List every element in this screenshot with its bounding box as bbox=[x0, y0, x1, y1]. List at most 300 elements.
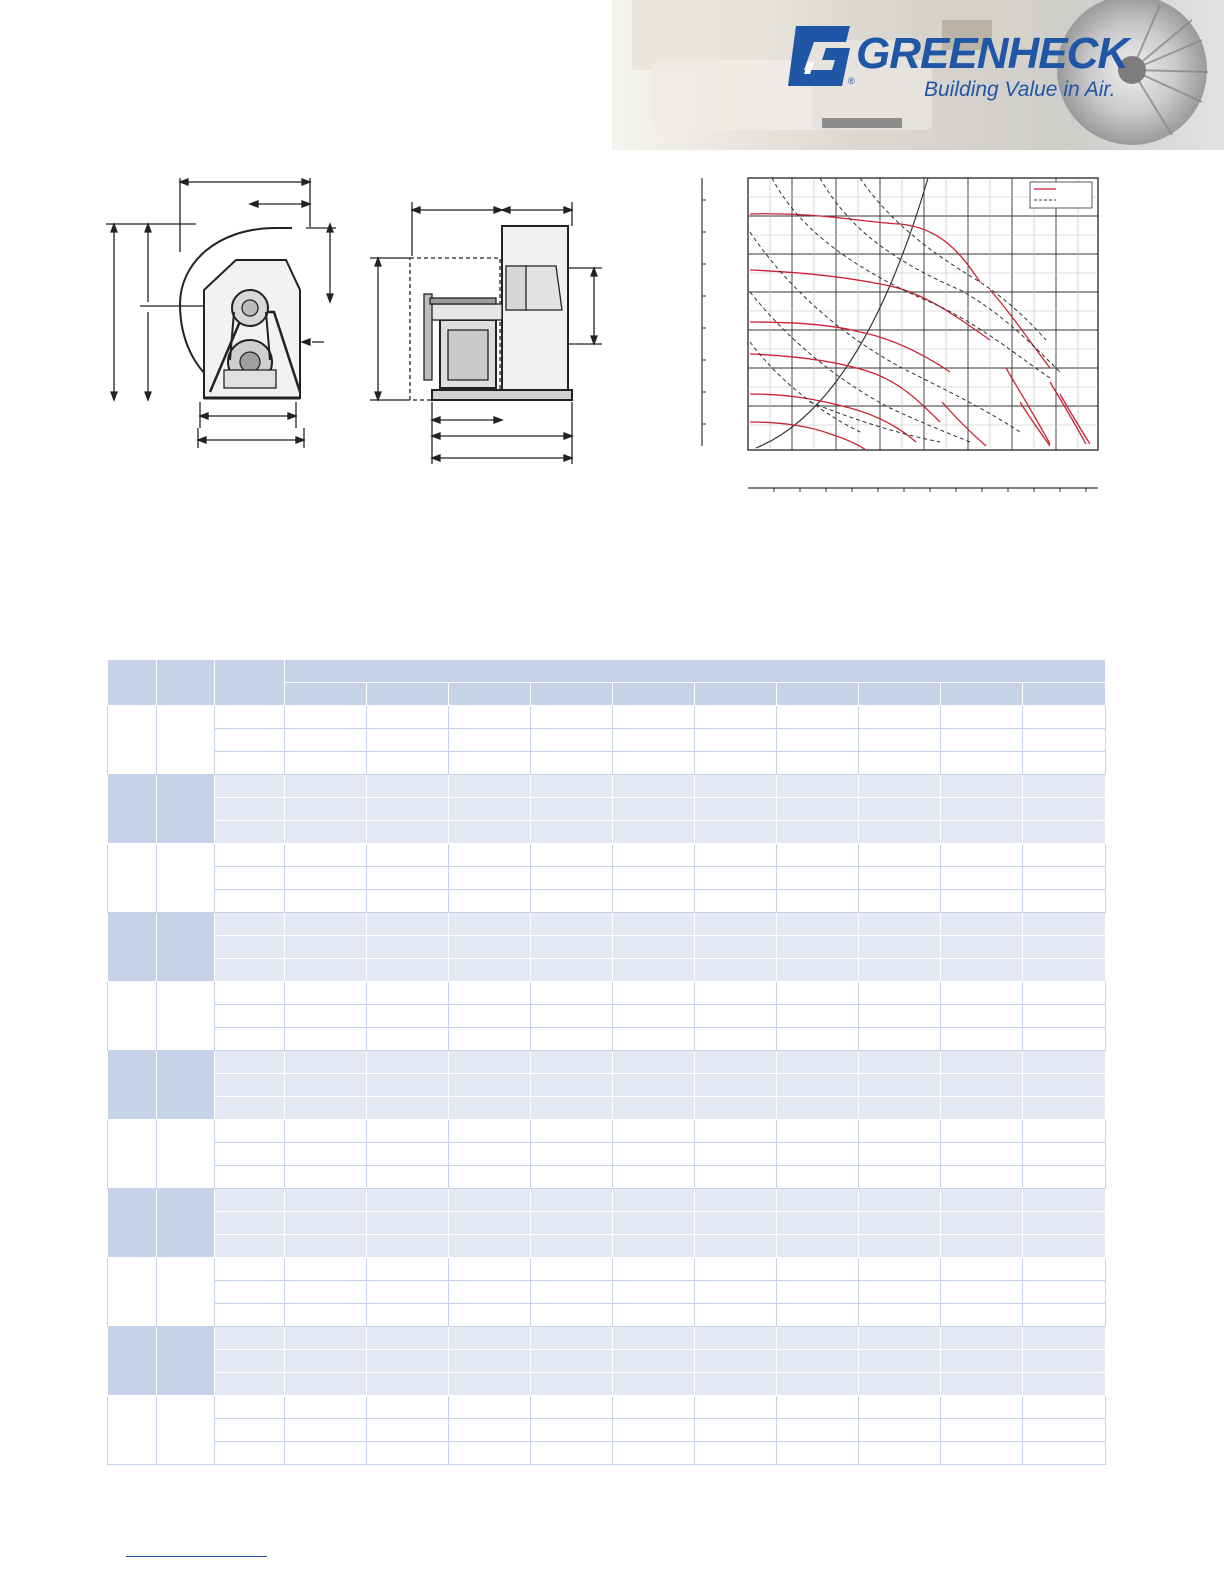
column-header bbox=[157, 660, 215, 706]
table-cell bbox=[1023, 798, 1106, 821]
table-cell bbox=[859, 890, 941, 913]
table-cell bbox=[941, 1419, 1023, 1442]
table-cell bbox=[449, 913, 531, 936]
table-cell bbox=[449, 1028, 531, 1051]
table-row bbox=[108, 913, 1106, 936]
column-header bbox=[285, 683, 367, 706]
table-cell bbox=[215, 1258, 285, 1281]
table-cell bbox=[613, 1327, 695, 1350]
table-cell bbox=[285, 1235, 367, 1258]
table-cell bbox=[367, 1304, 449, 1327]
table-cell bbox=[941, 1258, 1023, 1281]
table-cell bbox=[777, 752, 859, 775]
table-cell bbox=[367, 913, 449, 936]
table-cell bbox=[613, 729, 695, 752]
table-cell bbox=[531, 1097, 613, 1120]
table-cell bbox=[449, 798, 531, 821]
group-label-cell bbox=[157, 982, 215, 1051]
table-cell bbox=[531, 1373, 613, 1396]
table-cell bbox=[859, 1120, 941, 1143]
table-cell bbox=[777, 1120, 859, 1143]
table-cell bbox=[613, 1373, 695, 1396]
table-cell bbox=[695, 1143, 777, 1166]
table-cell bbox=[367, 729, 449, 752]
table-cell bbox=[531, 1327, 613, 1350]
table-cell bbox=[285, 1143, 367, 1166]
table-cell bbox=[1023, 1350, 1106, 1373]
table-cell bbox=[449, 1074, 531, 1097]
table-cell bbox=[367, 1212, 449, 1235]
table-cell bbox=[531, 1005, 613, 1028]
table-cell bbox=[367, 1373, 449, 1396]
table-cell bbox=[1023, 1120, 1106, 1143]
table-row bbox=[108, 1235, 1106, 1258]
table-row bbox=[108, 1028, 1106, 1051]
table-cell bbox=[941, 982, 1023, 1005]
table-cell bbox=[285, 752, 367, 775]
table-cell bbox=[285, 821, 367, 844]
table-row bbox=[108, 729, 1106, 752]
table-row bbox=[108, 844, 1106, 867]
table-cell bbox=[859, 1281, 941, 1304]
table-cell bbox=[531, 844, 613, 867]
column-header bbox=[777, 683, 859, 706]
table-cell bbox=[367, 1327, 449, 1350]
table-cell bbox=[859, 1442, 941, 1465]
table-cell bbox=[285, 867, 367, 890]
table-cell bbox=[777, 959, 859, 982]
table-cell bbox=[777, 982, 859, 1005]
table-cell bbox=[1023, 1051, 1106, 1074]
table-cell bbox=[613, 982, 695, 1005]
table-cell bbox=[695, 1281, 777, 1304]
table-cell bbox=[215, 1166, 285, 1189]
table-cell bbox=[531, 1281, 613, 1304]
column-header bbox=[859, 683, 941, 706]
table-cell bbox=[531, 1120, 613, 1143]
table-cell bbox=[941, 1028, 1023, 1051]
table-cell bbox=[777, 844, 859, 867]
table-cell bbox=[449, 729, 531, 752]
brand-name: GREENHECK bbox=[856, 29, 1129, 78]
table-cell bbox=[367, 1005, 449, 1028]
table-row bbox=[108, 1327, 1106, 1350]
group-label-cell bbox=[108, 1189, 157, 1258]
group-label-cell bbox=[157, 1051, 215, 1120]
fan-side-view-drawing bbox=[366, 196, 606, 466]
table-cell bbox=[613, 1419, 695, 1442]
table-cell bbox=[215, 1189, 285, 1212]
table-cell bbox=[613, 706, 695, 729]
table-row bbox=[108, 1373, 1106, 1396]
table-cell bbox=[613, 1097, 695, 1120]
table-body bbox=[108, 706, 1106, 1465]
table-cell bbox=[777, 867, 859, 890]
table-cell bbox=[215, 1304, 285, 1327]
table-cell bbox=[941, 890, 1023, 913]
table-row bbox=[108, 1166, 1106, 1189]
table-cell bbox=[695, 1051, 777, 1074]
table-cell bbox=[695, 729, 777, 752]
table-cell bbox=[367, 1350, 449, 1373]
table-cell bbox=[531, 1189, 613, 1212]
table-cell bbox=[613, 1396, 695, 1419]
table-cell bbox=[777, 729, 859, 752]
table-cell bbox=[859, 1327, 941, 1350]
table-cell bbox=[695, 1327, 777, 1350]
table-cell bbox=[695, 752, 777, 775]
table-cell bbox=[531, 1442, 613, 1465]
table-cell bbox=[859, 1166, 941, 1189]
table-cell bbox=[285, 936, 367, 959]
table-cell bbox=[613, 1189, 695, 1212]
table-cell bbox=[613, 844, 695, 867]
table-cell bbox=[285, 1097, 367, 1120]
table-cell bbox=[859, 982, 941, 1005]
table-cell bbox=[215, 913, 285, 936]
table-cell bbox=[449, 1051, 531, 1074]
table-cell bbox=[367, 1028, 449, 1051]
table-cell bbox=[215, 844, 285, 867]
table-cell bbox=[367, 1120, 449, 1143]
table-cell bbox=[1023, 706, 1106, 729]
table-cell bbox=[1023, 1327, 1106, 1350]
table-cell bbox=[695, 890, 777, 913]
group-label-cell bbox=[108, 775, 157, 844]
table-cell bbox=[285, 982, 367, 1005]
table-cell bbox=[695, 1097, 777, 1120]
table-cell bbox=[367, 752, 449, 775]
table-cell bbox=[613, 1442, 695, 1465]
table-cell bbox=[215, 1419, 285, 1442]
table-cell bbox=[695, 798, 777, 821]
table-cell bbox=[695, 1028, 777, 1051]
table-cell bbox=[367, 1396, 449, 1419]
table-cell bbox=[285, 913, 367, 936]
table-cell bbox=[449, 1258, 531, 1281]
table-cell bbox=[777, 798, 859, 821]
table-cell bbox=[777, 1074, 859, 1097]
table-cell bbox=[695, 1005, 777, 1028]
table-cell bbox=[367, 1442, 449, 1465]
table-cell bbox=[613, 1258, 695, 1281]
brand-tagline: Building Value in Air. bbox=[924, 78, 1116, 101]
table-cell bbox=[695, 1258, 777, 1281]
table-cell bbox=[531, 1304, 613, 1327]
table-cell bbox=[285, 1258, 367, 1281]
group-label-cell bbox=[108, 1396, 157, 1465]
table-row bbox=[108, 1396, 1106, 1419]
table-cell bbox=[1023, 1281, 1106, 1304]
table-cell bbox=[695, 1442, 777, 1465]
column-header bbox=[941, 683, 1023, 706]
table-cell bbox=[285, 729, 367, 752]
table-cell bbox=[285, 1074, 367, 1097]
table-row bbox=[108, 752, 1106, 775]
table-cell bbox=[531, 752, 613, 775]
table-cell bbox=[941, 821, 1023, 844]
table-cell bbox=[449, 1304, 531, 1327]
table-cell bbox=[449, 1373, 531, 1396]
table-cell bbox=[1023, 913, 1106, 936]
table-cell bbox=[1023, 844, 1106, 867]
table-cell bbox=[1023, 1258, 1106, 1281]
table-cell bbox=[695, 1419, 777, 1442]
table-cell bbox=[777, 1189, 859, 1212]
table-cell bbox=[449, 1281, 531, 1304]
table-cell bbox=[859, 959, 941, 982]
table-cell bbox=[941, 1097, 1023, 1120]
table-cell bbox=[941, 706, 1023, 729]
table-cell bbox=[777, 706, 859, 729]
table-cell bbox=[285, 706, 367, 729]
table-cell bbox=[859, 1373, 941, 1396]
table-cell bbox=[215, 1327, 285, 1350]
table-cell bbox=[1023, 1166, 1106, 1189]
table-cell bbox=[449, 1143, 531, 1166]
table-cell bbox=[777, 913, 859, 936]
table-row bbox=[108, 706, 1106, 729]
table-cell bbox=[449, 890, 531, 913]
performance-spec-table bbox=[107, 659, 1106, 1465]
table-cell bbox=[859, 1051, 941, 1074]
table-cell bbox=[859, 1097, 941, 1120]
table-cell bbox=[1023, 1419, 1106, 1442]
group-label-cell bbox=[108, 982, 157, 1051]
table-cell bbox=[285, 1396, 367, 1419]
group-label-cell bbox=[108, 844, 157, 913]
table-cell bbox=[777, 1327, 859, 1350]
table-row bbox=[108, 821, 1106, 844]
table-cell bbox=[613, 798, 695, 821]
table-cell bbox=[613, 1005, 695, 1028]
table-row bbox=[108, 936, 1106, 959]
table-cell bbox=[695, 844, 777, 867]
table-cell bbox=[367, 1235, 449, 1258]
table-row bbox=[108, 1074, 1106, 1097]
table-cell bbox=[367, 775, 449, 798]
table-cell bbox=[941, 913, 1023, 936]
table-cell bbox=[367, 1258, 449, 1281]
table-cell bbox=[695, 936, 777, 959]
table-cell bbox=[777, 1166, 859, 1189]
table-row bbox=[108, 798, 1106, 821]
table-cell bbox=[695, 1350, 777, 1373]
table-row bbox=[108, 1005, 1106, 1028]
table-cell bbox=[859, 1396, 941, 1419]
column-header bbox=[613, 683, 695, 706]
table-row bbox=[108, 1189, 1106, 1212]
table-row bbox=[108, 775, 1106, 798]
table-cell bbox=[367, 1074, 449, 1097]
table-cell bbox=[941, 867, 1023, 890]
table-cell bbox=[941, 752, 1023, 775]
table-cell bbox=[613, 1120, 695, 1143]
table-cell bbox=[777, 1212, 859, 1235]
table-cell bbox=[1023, 890, 1106, 913]
table-cell bbox=[859, 1074, 941, 1097]
fan-performance-chart bbox=[690, 172, 1110, 502]
table-cell bbox=[285, 1350, 367, 1373]
table-cell bbox=[215, 1442, 285, 1465]
table-cell bbox=[531, 775, 613, 798]
table-cell bbox=[215, 1120, 285, 1143]
registered-mark: ® bbox=[848, 76, 855, 86]
table-cell bbox=[367, 867, 449, 890]
table-cell bbox=[1023, 1212, 1106, 1235]
table-cell bbox=[285, 1442, 367, 1465]
table-cell bbox=[531, 729, 613, 752]
table-cell bbox=[695, 821, 777, 844]
table-cell bbox=[367, 1097, 449, 1120]
table-cell bbox=[777, 890, 859, 913]
greenheck-logo bbox=[788, 24, 1129, 104]
table-cell bbox=[613, 1235, 695, 1258]
table-cell bbox=[367, 706, 449, 729]
greenheck-logo-icon bbox=[788, 26, 850, 86]
table-cell bbox=[695, 706, 777, 729]
table-cell bbox=[613, 752, 695, 775]
table-cell bbox=[1023, 1097, 1106, 1120]
table-cell bbox=[859, 913, 941, 936]
table-cell bbox=[777, 1281, 859, 1304]
table-cell bbox=[941, 775, 1023, 798]
group-label-cell bbox=[157, 1258, 215, 1327]
table-cell bbox=[695, 1189, 777, 1212]
table-cell bbox=[777, 1304, 859, 1327]
table-cell bbox=[531, 821, 613, 844]
table-cell bbox=[449, 1350, 531, 1373]
table-cell bbox=[695, 1373, 777, 1396]
table-cell bbox=[695, 867, 777, 890]
table-row bbox=[108, 1143, 1106, 1166]
column-group-header bbox=[285, 660, 1106, 683]
table-row bbox=[108, 1120, 1106, 1143]
table-cell bbox=[859, 798, 941, 821]
table-cell bbox=[859, 729, 941, 752]
table-cell bbox=[215, 1005, 285, 1028]
table-cell bbox=[285, 1419, 367, 1442]
table-cell bbox=[613, 1166, 695, 1189]
table-cell bbox=[859, 706, 941, 729]
table-row bbox=[108, 867, 1106, 890]
table-cell bbox=[215, 1212, 285, 1235]
table-cell bbox=[941, 1373, 1023, 1396]
table-cell bbox=[285, 844, 367, 867]
table-cell bbox=[367, 890, 449, 913]
table-cell bbox=[285, 1166, 367, 1189]
group-label-cell bbox=[108, 1258, 157, 1327]
table-cell bbox=[449, 1235, 531, 1258]
table-cell bbox=[215, 1281, 285, 1304]
table-cell bbox=[859, 821, 941, 844]
table-row bbox=[108, 1350, 1106, 1373]
group-label-cell bbox=[157, 913, 215, 982]
table-cell bbox=[449, 959, 531, 982]
table-cell bbox=[449, 752, 531, 775]
table-cell bbox=[367, 798, 449, 821]
table-cell bbox=[449, 844, 531, 867]
group-label-cell bbox=[157, 775, 215, 844]
table-cell bbox=[215, 890, 285, 913]
table-cell bbox=[449, 706, 531, 729]
table-cell bbox=[1023, 1373, 1106, 1396]
table-cell bbox=[941, 1235, 1023, 1258]
table-cell bbox=[613, 1051, 695, 1074]
table-cell bbox=[285, 1327, 367, 1350]
table-cell bbox=[215, 1028, 285, 1051]
column-header bbox=[367, 683, 449, 706]
group-label-cell bbox=[157, 1327, 215, 1396]
table-cell bbox=[367, 1143, 449, 1166]
table-cell bbox=[1023, 1396, 1106, 1419]
table-cell bbox=[695, 1212, 777, 1235]
table-cell bbox=[449, 1189, 531, 1212]
table-cell bbox=[941, 936, 1023, 959]
table-header-row bbox=[108, 660, 1106, 683]
table-cell bbox=[531, 798, 613, 821]
table-cell bbox=[1023, 1304, 1106, 1327]
table-cell bbox=[531, 1143, 613, 1166]
table-cell bbox=[449, 775, 531, 798]
table-cell bbox=[531, 1350, 613, 1373]
table-cell bbox=[695, 1074, 777, 1097]
table-cell bbox=[285, 775, 367, 798]
table-cell bbox=[215, 798, 285, 821]
table-cell bbox=[1023, 959, 1106, 982]
table-cell bbox=[941, 1442, 1023, 1465]
table-cell bbox=[449, 1327, 531, 1350]
table-cell bbox=[777, 936, 859, 959]
table-cell bbox=[777, 1097, 859, 1120]
table-cell bbox=[531, 1166, 613, 1189]
table-cell bbox=[215, 706, 285, 729]
table-cell bbox=[777, 1051, 859, 1074]
group-label-cell bbox=[108, 1327, 157, 1396]
table-cell bbox=[613, 1028, 695, 1051]
table-cell bbox=[777, 1396, 859, 1419]
table-cell bbox=[859, 1235, 941, 1258]
table-cell bbox=[1023, 821, 1106, 844]
table-cell bbox=[215, 1143, 285, 1166]
table-cell bbox=[449, 1120, 531, 1143]
table-cell bbox=[859, 936, 941, 959]
table-row bbox=[108, 890, 1106, 913]
table-cell bbox=[859, 1258, 941, 1281]
table-cell bbox=[859, 867, 941, 890]
table-cell bbox=[531, 1074, 613, 1097]
table-cell bbox=[449, 1442, 531, 1465]
table-cell bbox=[777, 1350, 859, 1373]
table-cell bbox=[215, 1051, 285, 1074]
table-cell bbox=[777, 1143, 859, 1166]
table-cell bbox=[695, 1396, 777, 1419]
column-header bbox=[215, 660, 285, 706]
table-cell bbox=[531, 1051, 613, 1074]
table-cell bbox=[215, 1235, 285, 1258]
table-row bbox=[108, 1212, 1106, 1235]
table-cell bbox=[285, 1189, 367, 1212]
table-cell bbox=[613, 1281, 695, 1304]
table-cell bbox=[531, 890, 613, 913]
table-cell bbox=[449, 1097, 531, 1120]
table-cell bbox=[285, 1373, 367, 1396]
column-header bbox=[449, 683, 531, 706]
table-cell bbox=[941, 844, 1023, 867]
table-cell bbox=[285, 798, 367, 821]
table-cell bbox=[941, 1327, 1023, 1350]
table-cell bbox=[531, 1028, 613, 1051]
